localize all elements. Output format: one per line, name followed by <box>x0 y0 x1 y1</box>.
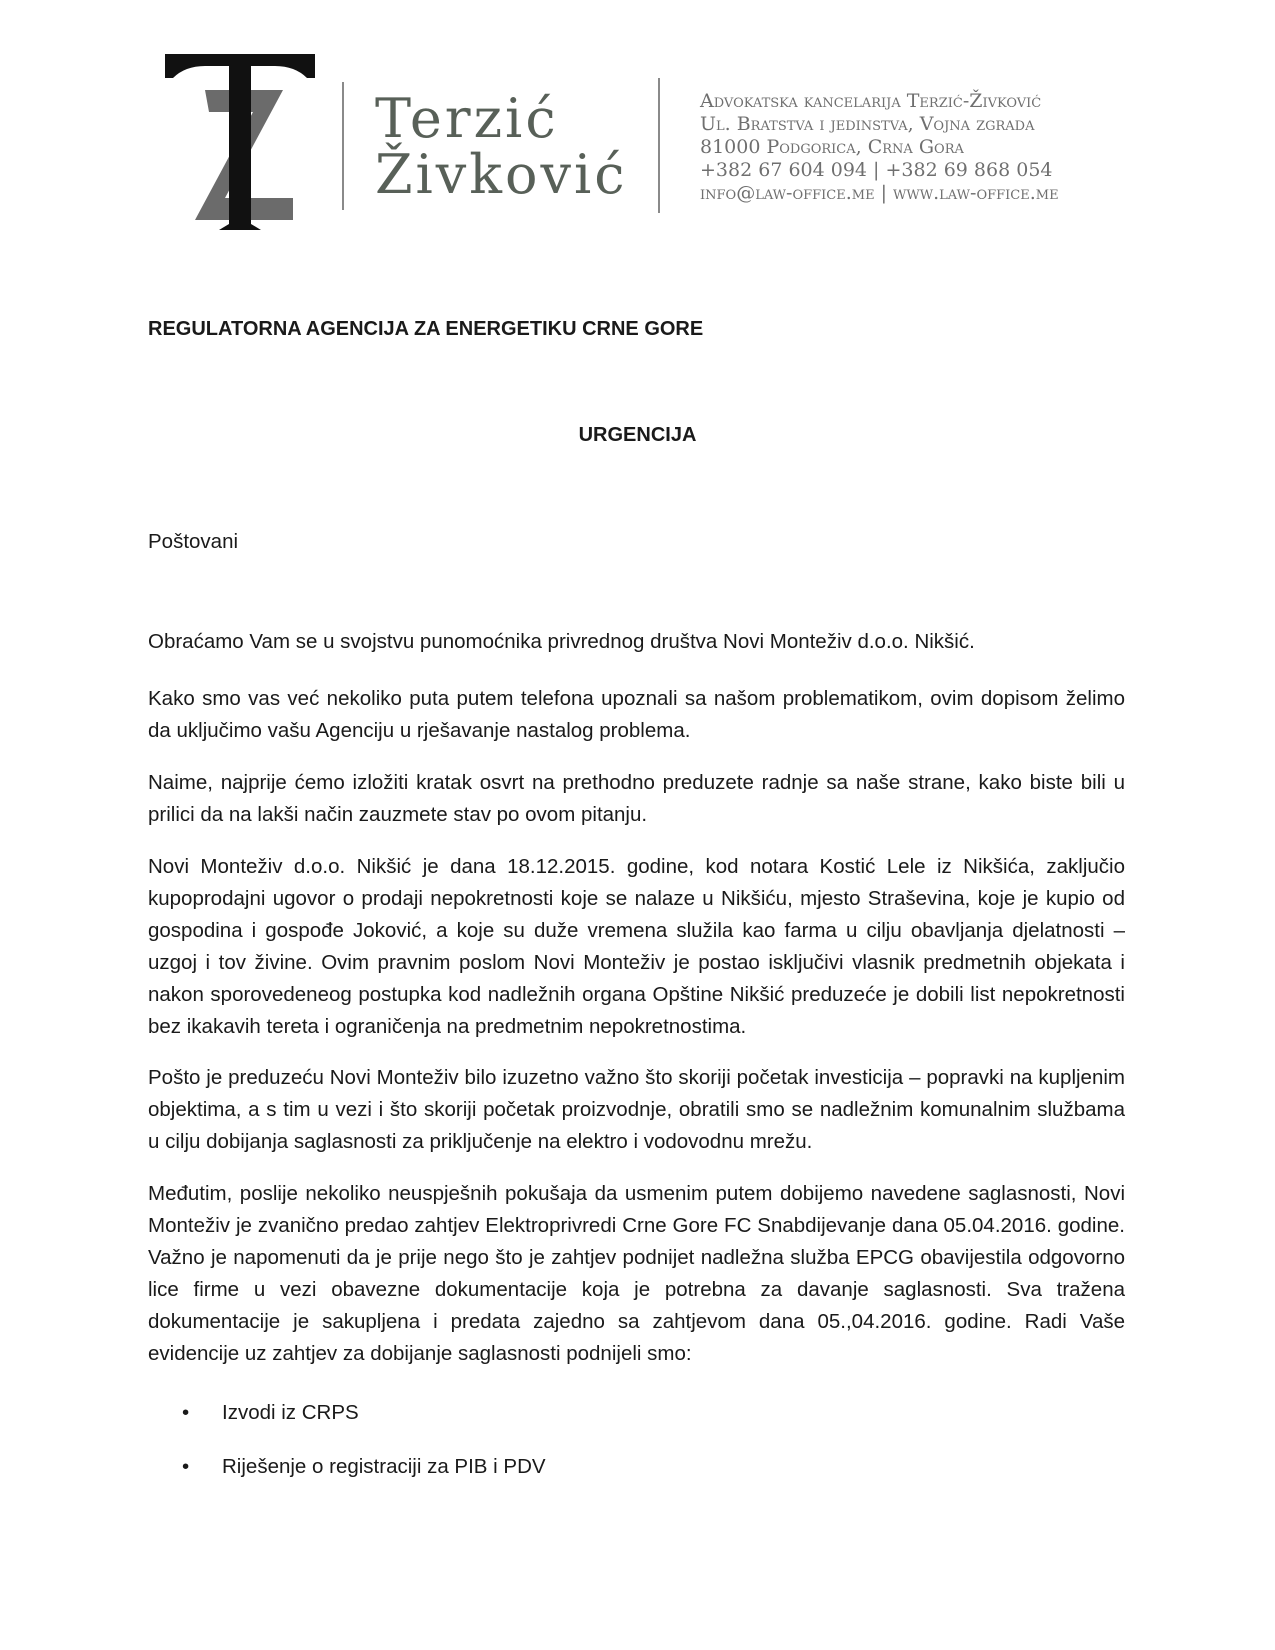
brand-name-line-1: Terzić <box>375 87 559 150</box>
list-item <box>148 1397 1125 1451</box>
bullet-icon: • <box>182 1401 190 1424</box>
contact-email-web: info@law-office.me | www.law-office.me <box>700 182 1059 204</box>
paragraph-3: Naime, najprije ćemo izložiti kratak osvrt na prethodno preduzete radnje sa naše strane, kako biste bili u prilici da na lakši način zauzmete stav po ovom pitanju. <box>148 771 1125 826</box>
paragraph-5: Pošto je preduzeću Novi Monteživ bilo izuzetno važno što skoriji početak investicija – popravki na kupljenim objektima, a s tim u vezi i što skoriji početak proizvodnje, obratili smo se nadležnim komunalnim službama u cilju dobijanja saglasnosti za priključenje na elektro i vodovodnu mrežu. <box>148 1066 1125 1153</box>
subject-heading: URGENCIJA <box>578 424 697 446</box>
list-item-text: Riješenje o registraciji za PIB i PDV <box>222 1455 546 1478</box>
paragraph-2: Kako smo vas već nekoliko puta putem telefona upoznali sa našom problematikom, ovim dopisom želimo da uključimo vašu Agenciju u rješavanje nastalog problema. <box>148 687 1125 742</box>
letterhead-divider-right <box>658 78 660 213</box>
paragraph-1: Obraćamo Vam se u svojstvu punomoćnika privrednog društva Novi Monteživ d.o.o. Nikšić. <box>148 630 975 653</box>
tz-monogram-logo <box>165 48 315 230</box>
paragraph-4: Novi Monteživ d.o.o. Nikšić je dana 18.12.2015. godine, kod notara Kostić Lele iz Nikšića, zaključio kupoprodajni ugovor o prodaji nepokretnosti koje se nalaze u Nikšiću, mjesto Straševina, koje je kupio od gospodina i gospođe Joković, a koje su duže vremena služila kao farma u cilju obavljanja djelatnosti – uzgoj i tov živine. Ovim pravnim poslom Novi Monteživ je postao isključivi vlasnik predmetnih objekata i nakon sporovedeneog postupka kod nadležnih organa Opštine Nikšić preduzeće je dobili list nepokretnosti bez ikakavih tereta i ograničenja na predmetnim nepokretnostima. <box>148 855 1125 1038</box>
letterhead-divider-left <box>342 82 344 210</box>
attachments-list <box>148 1397 1125 1505</box>
contact-phones: +382 67 604 094 | +382 69 868 054 <box>700 159 1053 181</box>
brand-name-line-2: Živković <box>375 143 628 206</box>
paragraph-6: Međutim, poslije nekoliko neuspješnih pokušaja da usmenim putem dobijemo navedene saglasnosti, Novi Monteživ je zvanično predao zahtjev Elektroprivredi Crne Gore FC Snabdijevanje dana 05.04.2016. godine. Važno je napomenuti da je prije nego što je zahtjev podnijet nadležna služba EPCG obavijestila odgovorno lice firme u vezi obavezne dokumentacije koja je potrebna za davanje saglasnosti. Sva tražena dokumentacije je sakupljena i predata zajedno sa zahtjevom dana 05.,04.2016. godine. Radi Vaše evidencije uz zahtjev za dobijanje saglasnosti podnijeli smo: <box>148 1182 1125 1365</box>
bullet-icon: • <box>182 1455 190 1478</box>
salutation: Poštovani <box>148 530 239 553</box>
list-item <box>148 1451 1125 1505</box>
contact-city: 81000 Podgorica, Crna Gora <box>700 136 964 158</box>
recipient-heading: REGULATORNA AGENCIJA ZA ENERGETIKU CRNE GORE <box>148 318 704 340</box>
letterhead-contact-block <box>700 90 1120 205</box>
contact-office-name: Advokatska kancelarija Terzić-Živković <box>700 90 1042 112</box>
list-item-text: Izvodi iz CRPS <box>222 1401 359 1424</box>
contact-street: Ul. Bratstva i jedinstva, Vojna zgrada <box>700 113 1035 135</box>
